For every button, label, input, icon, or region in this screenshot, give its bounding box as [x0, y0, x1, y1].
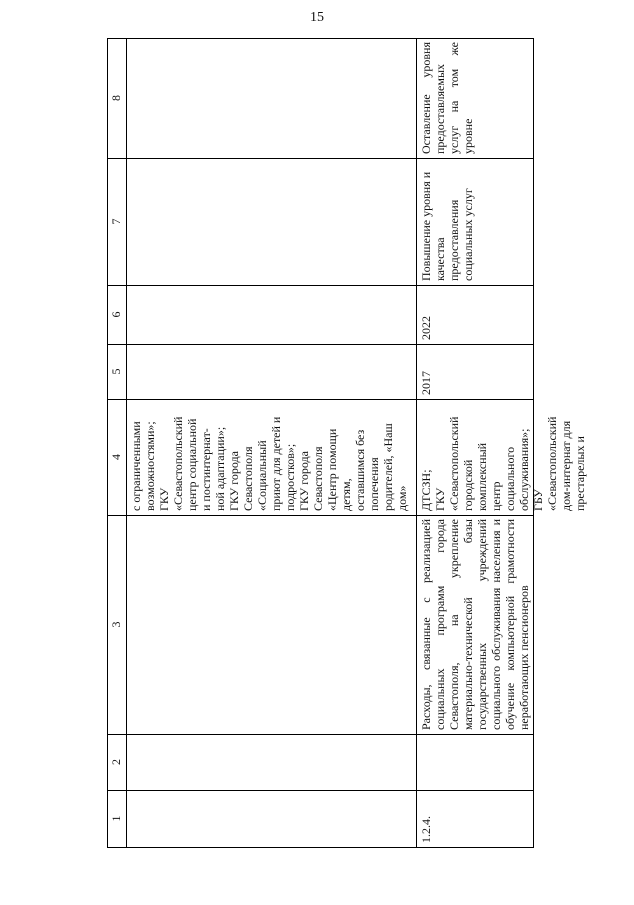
row2-col4-line: «Севастопольский — [447, 416, 461, 511]
header-col-4: 4 — [109, 454, 123, 460]
row1-col4-line: детям, — [339, 478, 353, 511]
row1-col4-line: приют для детей и — [269, 416, 283, 511]
header-col-7: 7 — [109, 218, 123, 225]
row2-col4-line: комплексный — [475, 442, 489, 511]
header-col-3: 3 — [109, 621, 123, 628]
row1-col4-line: подростков»; — [283, 443, 297, 511]
header-col-1: 1 — [109, 815, 123, 822]
row1-col4-line: Севастополя — [311, 446, 325, 511]
row1-col4-line: возможностями»; — [143, 421, 157, 511]
table-border-bottom — [107, 847, 534, 848]
row1-col4-line: попечения — [367, 457, 381, 511]
row2-col4-line: дом-интернат для — [559, 420, 573, 511]
rotated-table — [107, 38, 587, 848]
row2-col1-number: 1.2.4. — [419, 816, 433, 843]
row2-col3-description: Расходы, связанные с реализацией социальных программ города Севастополя, на укрепление материально-технической базы государственных учреждений социального обслуживания населения и обучение компьютерной грамотности неработающих пенсионеров — [419, 519, 531, 730]
row1-col4-line: «Социальный — [255, 440, 269, 511]
row2-col4-line: ДТСЗН; — [419, 469, 433, 511]
row2-col4-line: социального — [503, 446, 517, 511]
header-col-8: 8 — [109, 95, 123, 101]
row1-col4-line: с ограниченными — [129, 421, 143, 511]
row1-col4-line: и постинтернат- — [199, 428, 213, 511]
header-col-2: 2 — [109, 759, 123, 765]
row2-col4-line: центр — [489, 481, 503, 511]
row2-col4-line: городской — [461, 459, 475, 511]
row2-col4-line: обслуживания»; — [517, 428, 531, 511]
row1-col4-line: Севастополя — [241, 446, 255, 511]
row1-col4-line: дом» — [395, 485, 409, 511]
row1-col4-line: «Центр помощи — [325, 428, 339, 511]
header-col-6: 6 — [109, 311, 123, 318]
row2-col4-line: престарелых и — [573, 436, 587, 511]
row1-col4-organizations — [126, 399, 416, 515]
row2-col2-empty — [416, 734, 533, 790]
row2-col4-line: ГБУ — [531, 489, 545, 511]
row1-col4-line: ГКУ города — [227, 451, 241, 511]
row1-col4-line: ГКУ — [157, 487, 171, 511]
header-col-5: 5 — [109, 368, 123, 375]
row1-col4-line: ной адаптации»; — [213, 426, 227, 511]
row2-col4-line: «Севастопольский — [545, 416, 559, 511]
row2-col6-end-year: 2022 — [419, 316, 433, 340]
row2-col4-organizations — [416, 399, 587, 515]
page-number: 15 — [310, 10, 324, 25]
row1-col4-line: «Севастопольский — [171, 416, 185, 511]
row2-col4-line: ГКУ — [433, 487, 447, 511]
row2-col7-expected-result: Повышение уровня и качества предоставления социальных услуг — [419, 171, 475, 281]
row1-col4-line: оставшимся без — [353, 429, 367, 511]
row2-col5-start-year: 2017 — [419, 371, 433, 395]
row1-col4-line: центр социальной — [185, 418, 199, 511]
row1-col4-line: ГКУ города — [297, 451, 311, 511]
row2-col8-consequences: Оставление уровня предоставляемых услуг на том же уровне — [419, 42, 475, 154]
row1-col4-line: родителей, «Наш — [381, 423, 395, 511]
